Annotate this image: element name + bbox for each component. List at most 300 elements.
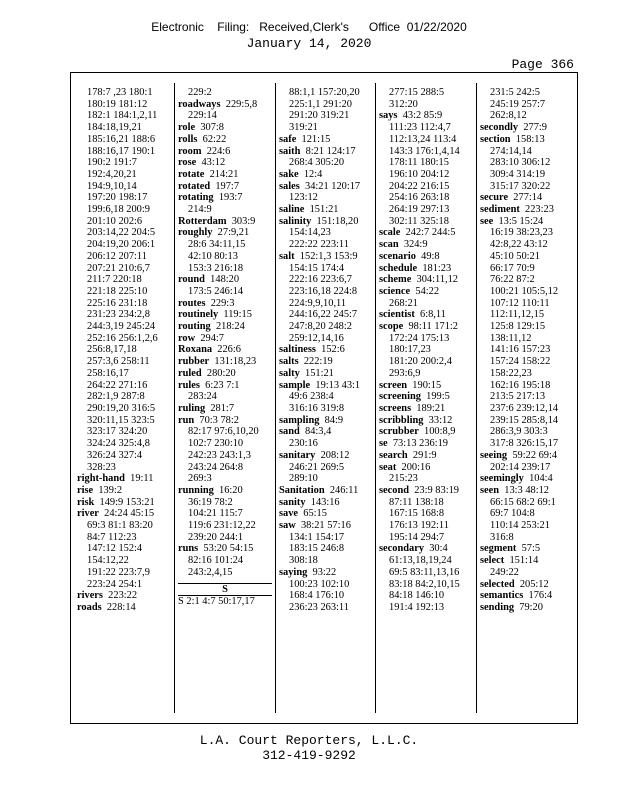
page-line-refs: 254:16 263:18 (389, 192, 450, 204)
index-citation (77, 462, 171, 474)
page-line-refs: 264:22 271:16 (87, 379, 148, 391)
index-citation (77, 122, 171, 134)
index-entry (379, 227, 473, 239)
court-reporter-name: L.A. Court Reporters, L.L.C. (199, 733, 419, 748)
index-term: saw (279, 520, 296, 532)
page-line-refs: 286:3,9 303:3 (490, 426, 548, 438)
index-entry (379, 415, 473, 427)
index-citation (379, 298, 473, 310)
page-line-refs: 224:6 (206, 145, 231, 157)
page-line-refs: 143:3 176:1,4,14 (389, 145, 460, 157)
page-line-refs: 256:8,17,18 (87, 344, 137, 356)
page-line-refs: 277:9 (523, 122, 547, 134)
page-line-refs: 242:7 244:5 (405, 227, 456, 239)
page-line-refs: 231:5 242:5 (490, 87, 540, 98)
index-citation (379, 567, 473, 579)
index-term: roads (77, 601, 102, 613)
index-citation (480, 403, 574, 415)
index-citation (480, 239, 574, 251)
page-line-refs: 262:8,12 (490, 110, 527, 122)
index-citation (480, 99, 574, 111)
section-letter: S (178, 583, 272, 596)
page-line-refs: 218:24 (215, 321, 245, 333)
index-citation (77, 192, 171, 204)
page-line-refs: 8:21 124:17 (305, 145, 356, 157)
index-citation (379, 192, 473, 204)
page-line-refs: 249:22 (490, 566, 519, 578)
index-citation (379, 99, 473, 111)
page-line-refs: 100:8,9 (424, 426, 456, 438)
index-citation (480, 380, 574, 392)
index-term: see (480, 215, 494, 227)
index-citation (178, 391, 272, 403)
index-citation (480, 438, 574, 450)
index-entry (379, 485, 473, 497)
index-term: segment (480, 543, 517, 555)
index-term: seen (480, 484, 500, 496)
index-term: selected (480, 578, 515, 590)
page-line-refs: 84:7 112:23 (87, 531, 137, 543)
page-line-refs: 43:2 85:9 (402, 110, 443, 122)
index-term: scheme (379, 274, 412, 286)
page-line-refs: 308:18 (289, 555, 318, 567)
index-citation (77, 157, 171, 169)
index-citation (77, 356, 171, 368)
index-entry (178, 181, 272, 193)
page-line-refs: 229:14 (188, 110, 217, 122)
index-entry (480, 216, 574, 228)
page-line-refs: 223:16,18 224:8 (289, 285, 358, 297)
page-line-refs: 304:11,12 (416, 274, 458, 286)
index-citation (279, 590, 373, 602)
page-line-refs: 154:14,23 (289, 227, 331, 239)
index-term: second (379, 484, 410, 496)
page-line-refs: 173:5 246:14 (188, 285, 244, 297)
page-line-refs: 259:12,14,16 (289, 332, 344, 344)
index-citation (480, 532, 574, 544)
index-column-1 (77, 87, 171, 614)
index-entry (178, 192, 272, 204)
index-citation (480, 426, 574, 438)
page-line-refs: 277:15 288:5 (389, 87, 445, 98)
index-term: scientist (379, 309, 415, 321)
page-line-refs: 180:17,23 (389, 344, 431, 356)
column-divider (174, 83, 175, 713)
page-line-refs: 315:17 320:22 (490, 180, 551, 192)
index-citation (480, 227, 574, 239)
page-line-refs: 154:12,22 (87, 555, 129, 567)
page-line-refs: 16:20 (219, 484, 243, 496)
index-entry (279, 450, 373, 462)
page-line-refs: 38:21 57:16 (300, 520, 351, 532)
page-line-refs: 214:21 (209, 168, 239, 180)
index-term: sales (279, 180, 300, 192)
index-term: sample (279, 379, 311, 391)
index-citation (77, 333, 171, 345)
index-term: rise (77, 484, 94, 496)
index-citation (178, 450, 272, 462)
index-citation (379, 508, 473, 520)
index-term: save (279, 508, 299, 520)
index-term: says (379, 110, 398, 122)
page-line-refs: 143:16 (310, 496, 340, 508)
page-line-refs: 157:24 158:22 (490, 356, 551, 368)
index-entry (279, 567, 373, 579)
index-entry (379, 110, 473, 122)
page-line-refs: 229:3 (210, 297, 235, 309)
page-line-refs: 69:5 83:11,13,16 (389, 566, 460, 578)
index-entry (279, 204, 373, 216)
index-citation (379, 356, 473, 368)
index-citation (480, 169, 574, 181)
page-line-refs: 100:21 105:5,12 (490, 285, 559, 297)
page-line-refs: 291:20 319:21 (289, 110, 350, 122)
index-entry (379, 380, 473, 392)
page-line-refs: 110:14 253:21 (490, 520, 550, 532)
index-term: row (178, 332, 196, 344)
page-line-refs: 229:5,8 (225, 98, 258, 110)
index-citation (178, 520, 272, 532)
page-line-refs: 195:14 294:7 (389, 531, 445, 543)
index-citation (77, 134, 171, 146)
page-line-refs: 168:4 176:10 (289, 590, 345, 602)
page-line-refs: 178:7 ,23 180:1 (87, 87, 153, 98)
index-entry (279, 497, 373, 509)
index-term: seemingly (480, 473, 524, 485)
page-line-refs: 208:12 (320, 449, 350, 461)
index-citation (279, 309, 373, 321)
index-entry (279, 169, 373, 181)
index-citation (379, 216, 473, 228)
page-line-refs: 104:21 115:7 (188, 508, 243, 520)
index-citation (480, 251, 574, 263)
index-entry (480, 543, 574, 555)
page-line-refs: 290:19,20 316:5 (87, 402, 156, 414)
index-citation (77, 169, 171, 181)
index-citation (279, 227, 373, 239)
index-entry (480, 450, 574, 462)
index-term: rotate (178, 168, 205, 180)
page-line-refs: 84:18 146:10 (389, 590, 445, 602)
index-term: secondary (379, 543, 425, 555)
page-line-refs: 244:3,19 245:24 (87, 321, 156, 333)
page-line-refs: 246:11 (329, 484, 359, 496)
page-line-refs: 61:13,18,19,24 (389, 555, 452, 567)
page-line-refs: 190:2 191:7 (87, 157, 137, 169)
page-line-refs: 111:23 112:4,7 (389, 122, 451, 134)
page-line-refs: 182:1 184:1,2,11 (87, 110, 158, 122)
filing-header: Electronic Filing: Received,Clerk's Office 01/22/2020 (151, 20, 467, 34)
page-line-refs: 65:15 (303, 508, 327, 520)
index-citation (379, 169, 473, 181)
index-citation (279, 321, 373, 333)
page-line-refs: 54:22 (415, 285, 440, 297)
index-citation (379, 344, 473, 356)
index-entry (279, 520, 373, 532)
index-citation (480, 263, 574, 275)
index-entry (379, 391, 473, 403)
index-entry (480, 134, 574, 146)
page-line-refs: 45:10 50:21 (490, 250, 540, 262)
page-line-refs: 53:20 54:15 (203, 543, 254, 555)
index-citation (77, 298, 171, 310)
page-line-refs: 181:20 200:2,4 (389, 356, 452, 368)
index-citation (77, 415, 171, 427)
page-line-refs: 87:11 138:18 (389, 496, 444, 508)
index-citation (77, 110, 171, 122)
index-entry (279, 380, 373, 392)
index-term: schedule (379, 262, 418, 274)
page-line-refs: 100:23 102:10 (289, 578, 350, 590)
page-line-refs: 152:6 (321, 344, 345, 356)
index-citation (480, 462, 574, 474)
page-line-refs: 172:24 175:13 (389, 332, 450, 344)
page-line-refs: 151:21 (305, 367, 334, 379)
page-line-refs: 225:1,1 291:20 (289, 98, 352, 110)
page-line-refs: 281:7 (210, 402, 235, 414)
index-term: river (77, 508, 99, 520)
index-entry (178, 134, 272, 146)
transcript-date: January 14, 2020 (246, 36, 372, 51)
index-citation (77, 391, 171, 403)
page-line-refs: 83:18 84:2,10,15 (389, 578, 460, 590)
page-line-refs: 282:1,9 287:8 (87, 391, 145, 403)
page-line-refs: 151:21 (309, 204, 339, 216)
page-line-refs: 193:7 (218, 192, 243, 204)
page-line-refs: 242:23 243:1,3 (188, 449, 251, 461)
index-citation (480, 497, 574, 509)
page-line-refs: 84:3,4 (305, 426, 332, 438)
page-line-refs: 188:16,17 190:1 (87, 145, 156, 157)
page-line-refs: 151:14 (509, 555, 539, 567)
index-entry (480, 192, 574, 204)
index-citation (379, 146, 473, 158)
index-entry (480, 579, 574, 591)
page-line-refs: 70:3 78:2 (199, 414, 239, 426)
page-line-refs: 162:16 195:18 (490, 379, 551, 391)
index-citation (480, 110, 574, 122)
index-term: rules (178, 379, 200, 391)
index-citation (77, 579, 171, 591)
page-line-refs: 324:24 325:4,8 (87, 438, 150, 450)
index-citation (178, 204, 272, 216)
index-entry (279, 134, 373, 146)
index-citation (480, 333, 574, 345)
index-entry (178, 485, 272, 497)
index-citation (77, 251, 171, 263)
index-citation (279, 110, 373, 122)
index-citation (77, 227, 171, 239)
index-citation (77, 368, 171, 380)
index-term: Sanitation (279, 484, 325, 496)
page-line-refs: 23:9 83:19 (414, 484, 459, 496)
page-line-refs: 237:6 239:12,14 (490, 402, 559, 414)
index-entry (77, 497, 171, 509)
index-term: salty (279, 367, 300, 379)
page-line-refs: 98:11 171:2 (408, 321, 459, 333)
page-line-refs: 200:16 (401, 461, 431, 473)
index-citation (379, 473, 473, 485)
page-line-refs: 139:2 (98, 484, 123, 496)
index-entry (279, 216, 373, 228)
index-term: roughly (178, 227, 213, 239)
index-citation (279, 532, 373, 544)
page-line-refs: 324:9 (403, 239, 428, 251)
index-entry (279, 368, 373, 380)
index-citation (178, 251, 272, 263)
page-line-refs: 33:12 (428, 414, 453, 426)
index-citation (77, 555, 171, 567)
index-citation (77, 239, 171, 251)
page-line-refs: 88:1,1 157:20,20 (289, 87, 360, 98)
page-line-refs: 246:21 269:5 (289, 461, 345, 473)
page-line-refs: 194:9,10,14 (87, 180, 137, 192)
index-citation (178, 438, 272, 450)
page-line-refs: 13:3 48:12 (504, 484, 549, 496)
index-citation (77, 438, 171, 450)
page-line-refs: 176:4 (528, 590, 553, 602)
index-entry (178, 344, 272, 356)
index-citation (480, 309, 574, 321)
page-line-refs: 207:21 210:6,7 (87, 262, 150, 274)
page-line-refs: 59:22 69:4 (512, 449, 558, 461)
page-line-refs: 223:23 (525, 204, 554, 216)
index-entry (379, 274, 473, 286)
index-term: salinity (279, 215, 312, 227)
page-line-refs: 19:11 (130, 473, 154, 485)
index-entry (279, 251, 373, 263)
page-line-refs: 19:13 43:1 (315, 379, 361, 391)
index-citation (480, 415, 574, 427)
index-term: scan (379, 239, 399, 251)
page-line-refs: 268:21 (389, 297, 418, 309)
index-citation (77, 567, 171, 579)
court-reporter-phone: 312-419-9292 (262, 748, 356, 763)
page-line-refs: 199:5 (426, 391, 450, 403)
index-citation (480, 321, 574, 333)
index-citation (480, 87, 574, 99)
page-line-refs: 204:19,20 206:1 (87, 239, 156, 251)
page-line-refs: 203:14,22 204:5 (87, 227, 156, 239)
page-line-refs: 309:4 314:19 (490, 168, 546, 180)
index-entry (178, 216, 272, 228)
index-citation (178, 87, 272, 99)
index-entry (379, 309, 473, 321)
index-term: scale (379, 227, 401, 239)
page-line-refs: 57:5 (521, 543, 541, 555)
page-line-refs: 184:18,19,21 (87, 122, 142, 134)
page-line-refs: 211:7 220:18 (87, 274, 142, 286)
index-citation (279, 403, 373, 415)
page-line-refs: 149:9 153:21 (99, 496, 155, 508)
index-citation (379, 181, 473, 193)
column-divider (476, 83, 477, 713)
page-line-refs: 197:20 198:17 (87, 192, 148, 204)
page-line-refs: 69:3 81:1 83:20 (87, 520, 153, 532)
index-term: saith (279, 145, 301, 157)
index-citation (279, 462, 373, 474)
page-line-refs: 134:1 154:17 (289, 531, 345, 543)
index-term: section (480, 133, 511, 145)
page-line-refs: 222:16 223:6,7 (289, 274, 352, 286)
page-line-refs: 225:16 231:18 (87, 297, 148, 309)
page-line-refs: 316:8 (490, 531, 514, 543)
index-citation (480, 391, 574, 403)
page-line-refs: 222:22 223:11 (289, 239, 349, 251)
index-term: scrubber (379, 426, 419, 438)
page-line-refs: 66:15 68:2 69:1 (490, 496, 556, 508)
index-term: scope (379, 321, 404, 333)
page-line-refs: 289:10 (289, 473, 318, 485)
index-term: role (178, 122, 196, 134)
index-entry (279, 508, 373, 520)
page-line-refs: 226:6 (217, 344, 241, 356)
index-citation (279, 473, 373, 485)
index-entry (480, 485, 574, 497)
index-term: roadways (178, 98, 221, 110)
index-citation (77, 99, 171, 111)
page-line-refs: 151:18,20 (316, 215, 359, 227)
page-line-refs: 27:9,21 (217, 227, 250, 239)
page-line-refs: 153:3 216:18 (188, 262, 244, 274)
index-citation (279, 122, 373, 134)
page-line-refs: 307:8 (200, 122, 224, 134)
index-term: right-hand (77, 473, 125, 485)
index-citation (379, 555, 473, 567)
index-citation (379, 520, 473, 532)
index-entry (178, 356, 272, 368)
page-line-refs: 223:24 254:1 (87, 578, 143, 590)
index-term: se (379, 438, 388, 450)
index-citation (178, 508, 272, 520)
index-citation (77, 87, 171, 99)
index-term: sand (279, 426, 300, 438)
page-line-refs: 6:23 7:1 (205, 379, 240, 391)
index-term: runs (178, 543, 199, 555)
index-term: select (480, 555, 505, 567)
page-line-refs: 202:14 239:17 (490, 461, 551, 473)
page-line-refs: 62:22 (202, 133, 227, 145)
index-citation (279, 192, 373, 204)
page-line-refs: 158:13 (515, 133, 545, 145)
index-entry (178, 415, 272, 427)
index-citation (77, 532, 171, 544)
index-column-2 (178, 87, 272, 607)
index-entry (480, 473, 574, 485)
page-line-refs: 291:9 (412, 449, 437, 461)
index-citation (178, 462, 272, 474)
page-line-refs: 214:9 (188, 204, 212, 216)
page-line-refs: 283:10 306:12 (490, 157, 551, 169)
index-entry (279, 426, 373, 438)
index-entry (379, 263, 473, 275)
index-citation (379, 333, 473, 345)
page-line-refs: 158:22,23 (490, 367, 532, 379)
page-line-refs: 244:16,22 245:7 (289, 309, 358, 321)
page-line-refs: 138:11,12 (490, 332, 532, 344)
page-line-refs: 43:12 (201, 157, 226, 169)
index-entry (178, 169, 272, 181)
page-line-refs: 36:19 78:2 (188, 496, 233, 508)
index-term: room (178, 145, 202, 157)
index-term: Roxana (178, 344, 213, 356)
page-line-refs: 82:17 97:6,10,20 (188, 426, 259, 438)
index-term: sending (480, 601, 515, 613)
page-line-refs: 204:22 216:15 (389, 180, 450, 192)
page-line-refs: 316:16 319:8 (289, 402, 345, 414)
index-entry (178, 298, 272, 310)
page-line-refs: 222:19 (303, 356, 333, 368)
